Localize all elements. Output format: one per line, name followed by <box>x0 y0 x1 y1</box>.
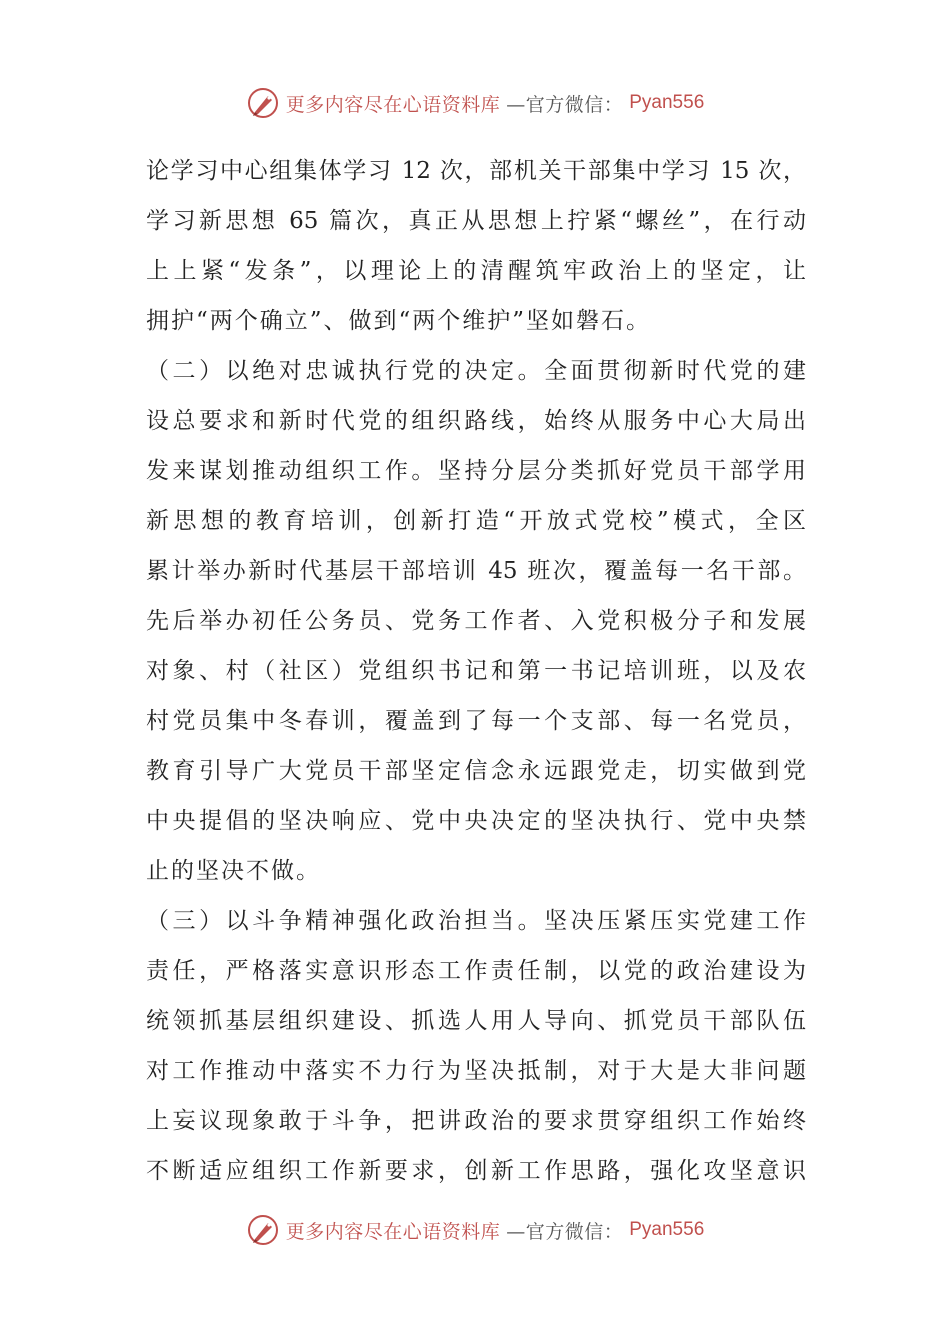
pen-nib-logo-icon <box>246 1213 280 1247</box>
text-line: 设总要求和新时代党的组织路线，始终从服务中心大局出 <box>146 408 806 434</box>
watermark-handle-text: Pyan556 <box>629 1219 705 1240</box>
text-line: 不断适应组织工作新要求，创新工作思路，强化攻坚意识 <box>146 1158 806 1184</box>
text-line: 发来谋划推动组织工作。坚持分层分类抓好党员干部学用 <box>146 458 806 484</box>
watermark-separator-text: —官方微信： <box>506 93 624 116</box>
text-line: 上妄议现象敢于斗争，把讲政治的要求贯穿组织工作始终 <box>146 1108 806 1134</box>
text-line: 责任，严格落实意识形态工作责任制，以党的政治建设为 <box>146 958 806 984</box>
text-line: 论学习中心组集体学习 12 次，部机关干部集中学习 15 次， <box>146 158 806 184</box>
text-line: 教育引导广大党员干部坚定信念永远跟党走，切实做到党 <box>146 758 806 784</box>
section-heading-line: （三）以斗争精神强化政治担当。坚决压紧压实党建工作 <box>146 908 806 934</box>
text-line: 村党员集中冬春训，覆盖到了每一个支部、每一名党员， <box>146 708 806 734</box>
watermark-main-text: 更多内容尽在心语资料库 <box>285 1220 501 1243</box>
footer-watermark <box>0 1210 950 1250</box>
watermark-handle-text: Pyan556 <box>629 92 705 113</box>
text-line: 新思想的教育培训，创新打造“开放式党校”模式，全区 <box>146 508 806 534</box>
text-line: 止的坚决不做。 <box>146 858 321 884</box>
text-line: 统领抓基层组织建设、抓选人用人导向、抓党员干部队伍 <box>146 1008 806 1034</box>
text-line: 对工作推动中落实不力行为坚决抵制，对于大是大非问题 <box>146 1058 806 1084</box>
text-line: 累计举办新时代基层干部培训 45 班次，覆盖每一名干部。 <box>146 558 806 584</box>
text-line: 上上紧“发条”，以理论上的清醒筑牢政治上的坚定，让 <box>146 258 806 284</box>
header-watermark <box>0 83 950 123</box>
watermark-separator-text: —官方微信： <box>506 1220 624 1243</box>
watermark-main-text: 更多内容尽在心语资料库 <box>285 93 501 116</box>
text-line: 先后举办初任公务员、党务工作者、入党积极分子和发展 <box>146 608 806 634</box>
text-line: 学习新思想 65 篇次，真正从思想上拧紧“螺丝”，在行动 <box>146 208 806 234</box>
text-line: 中央提倡的坚决响应、党中央决定的坚决执行、党中央禁 <box>146 808 806 834</box>
text-line: 对象、村（社区）党组织书记和第一书记培训班，以及农 <box>146 658 806 684</box>
section-heading-line: （二）以绝对忠诚执行党的决定。全面贯彻新时代党的建 <box>146 358 806 384</box>
document-body <box>146 146 806 1196</box>
text-line: 拥护“两个确立”、做到“两个维护”坚如磐石。 <box>146 308 652 334</box>
pen-nib-logo-icon <box>246 86 280 120</box>
